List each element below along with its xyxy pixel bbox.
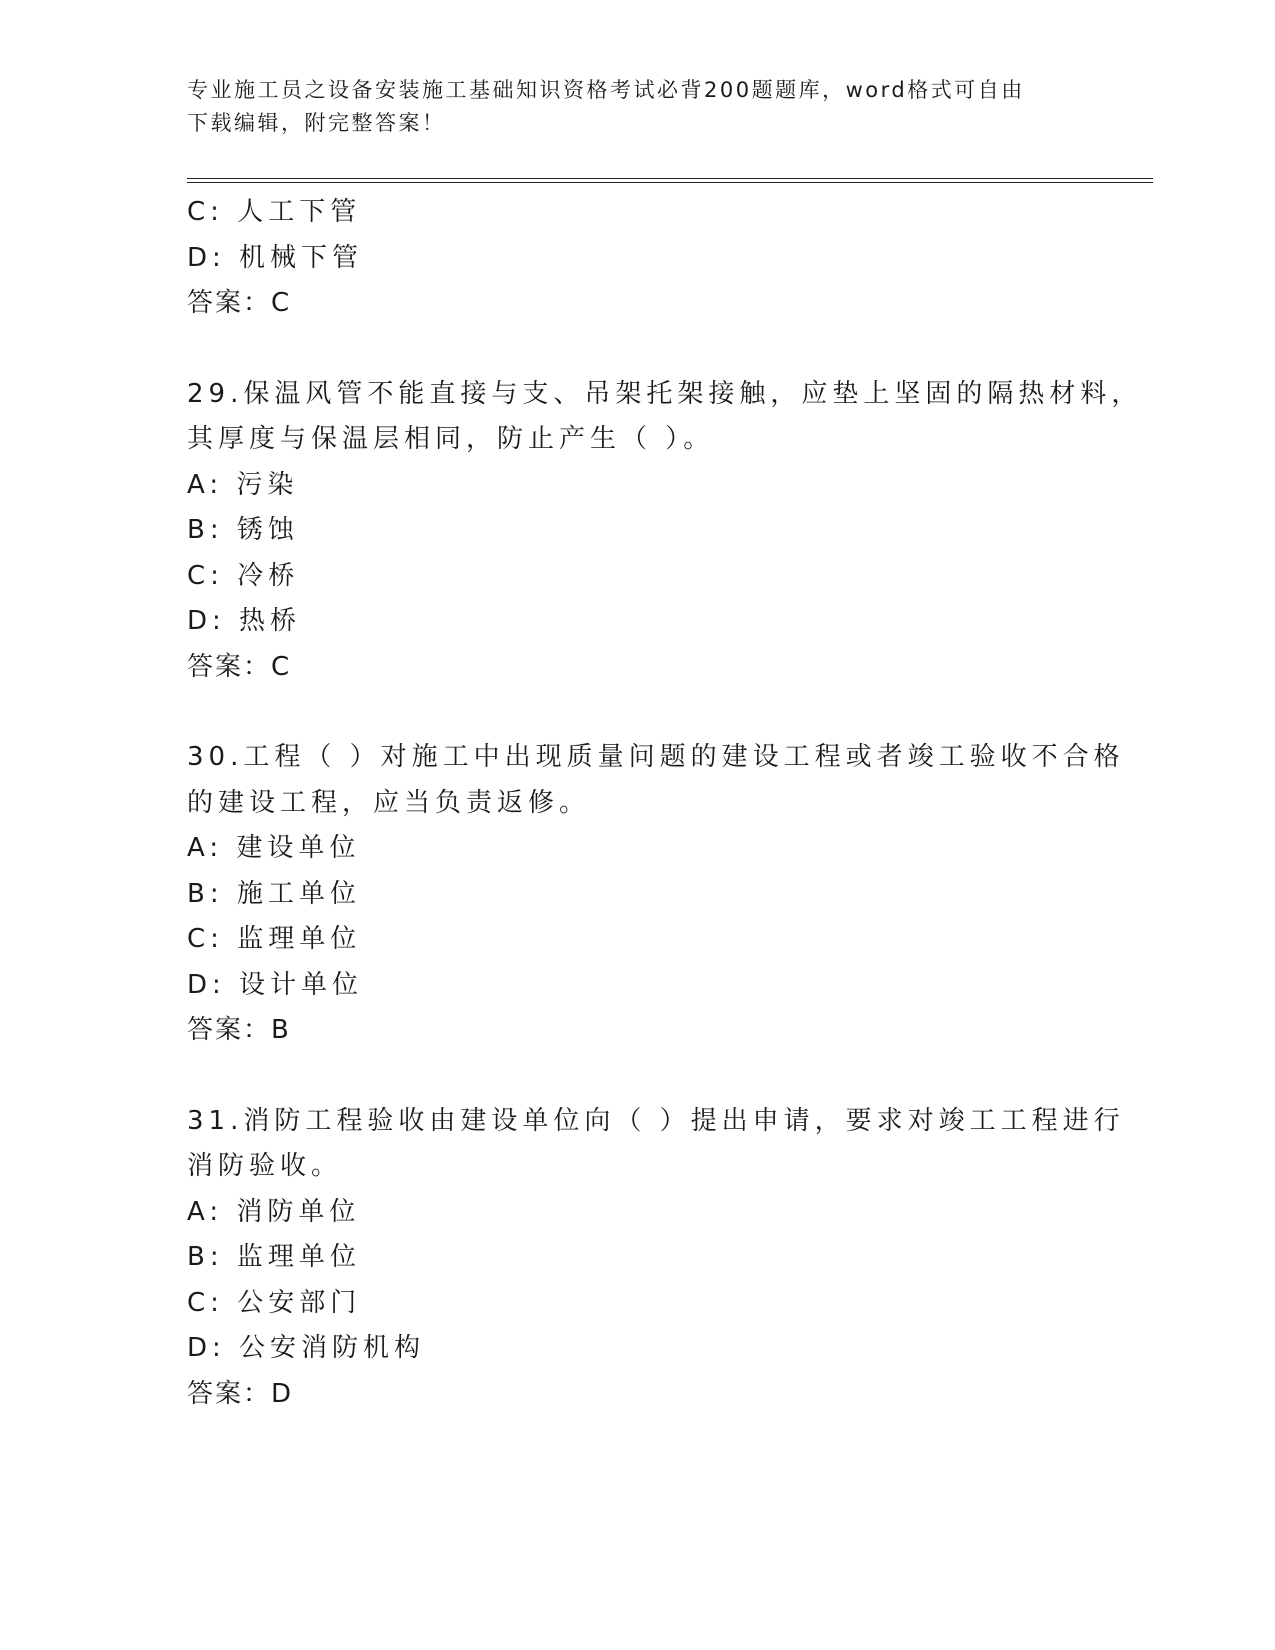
option-a xyxy=(187,826,1087,872)
option-d xyxy=(187,963,1087,1009)
option-letter: C: xyxy=(187,560,224,591)
option-b xyxy=(187,1235,1087,1281)
option-c xyxy=(187,554,1087,600)
question-stem: 31.消防工程验收由建设单位向（ ）提出申请，要求对竣工工程进行 xyxy=(187,1105,1125,1136)
option-c xyxy=(187,1281,1087,1327)
option-letter: A: xyxy=(187,469,224,500)
option-text: 冷桥 xyxy=(237,560,300,591)
option-d xyxy=(187,1326,1087,1372)
question-stem: 30.工程（ ）对施工中出现质量问题的建设工程或者竣工验收不合格 xyxy=(187,742,1125,772)
option-text: 设计单位 xyxy=(239,969,364,1000)
option-letter: B: xyxy=(187,515,224,545)
question-31 xyxy=(187,1099,1125,1418)
option-letter: D: xyxy=(187,1333,226,1363)
option-letter: C: xyxy=(187,197,224,227)
option-text: 消防单位 xyxy=(236,1196,361,1227)
option-text: 建设单位 xyxy=(236,833,361,863)
question-30 xyxy=(187,735,1125,1054)
option-text: 机械下管 xyxy=(239,242,364,273)
option-letter: B: xyxy=(187,878,224,909)
option-text: 人工下管 xyxy=(237,197,362,227)
question-28-tail xyxy=(187,190,1087,327)
option-letter: D: xyxy=(187,969,226,1000)
question-stem: 29.保温风管不能直接与支、吊架托架接触，应垫上坚固的隔热材料， xyxy=(187,378,1143,409)
option-letter: A: xyxy=(187,833,224,863)
option-d xyxy=(187,236,1087,282)
question-list xyxy=(187,190,1143,1417)
option-b xyxy=(187,872,1087,918)
answer-line: 答案：B xyxy=(187,1015,291,1045)
option-d xyxy=(187,599,1087,645)
header-title-line-1: 专业施工员之设备安装施工基础知识资格考试必背200题题库，word格式可自由 xyxy=(187,78,1025,102)
option-text: 热桥 xyxy=(239,606,302,636)
spacer xyxy=(187,1054,1087,1099)
answer-line: 答案：D xyxy=(187,1378,294,1409)
option-text: 公安部门 xyxy=(237,1287,362,1318)
question-stem: 其厚度与保温层相同，防止产生（ ）。 xyxy=(187,424,715,454)
option-c xyxy=(187,917,1087,963)
page-header xyxy=(187,74,1067,140)
option-letter: C: xyxy=(187,924,224,954)
question-stem: 的建设工程，应当负责返修。 xyxy=(187,787,591,818)
option-text: 施工单位 xyxy=(236,878,361,909)
option-letter: D: xyxy=(187,606,226,636)
option-text: 监理单位 xyxy=(236,1242,361,1272)
header-title-line-2: 下载编辑，附完整答案！ xyxy=(187,111,446,135)
option-text: 锈蚀 xyxy=(236,515,299,545)
spacer xyxy=(187,327,1087,372)
answer-line: 答案：C xyxy=(187,651,292,682)
option-text: 污染 xyxy=(236,469,299,500)
option-c xyxy=(187,190,1087,236)
option-text: 监理单位 xyxy=(237,924,362,954)
question-stem: 消防验收。 xyxy=(187,1151,343,1181)
option-a xyxy=(187,463,1087,509)
option-a xyxy=(187,1190,1087,1236)
option-b xyxy=(187,508,1087,554)
option-letter: D: xyxy=(187,242,226,273)
option-letter: A: xyxy=(187,1196,224,1227)
option-letter: B: xyxy=(187,1242,224,1272)
answer-line: 答案：C xyxy=(187,288,292,318)
option-text: 公安消防机构 xyxy=(239,1333,426,1363)
spacer xyxy=(187,690,1087,735)
option-letter: C: xyxy=(187,1287,224,1318)
header-divider xyxy=(187,178,1153,183)
question-29 xyxy=(187,372,1143,691)
